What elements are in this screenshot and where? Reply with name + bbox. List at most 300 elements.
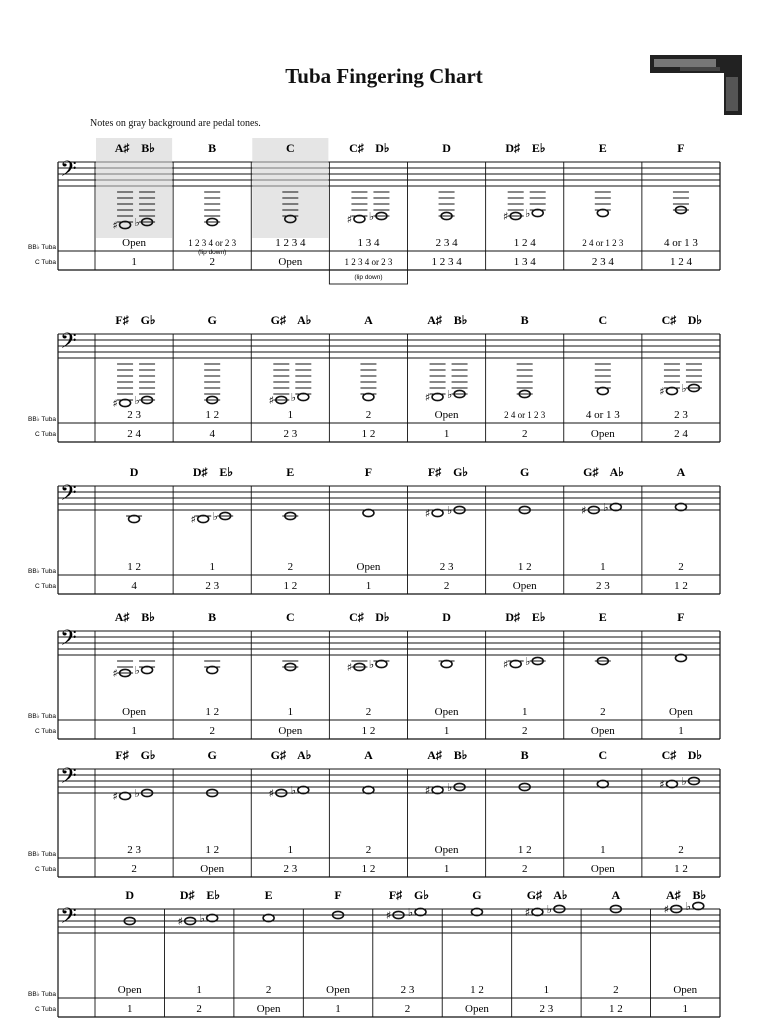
svg-text:F♯: F♯ — [115, 313, 129, 327]
bb-fingering: Open — [122, 237, 146, 249]
svg-text:C♯: C♯ — [349, 610, 364, 624]
sharp-icon: ♯ — [503, 210, 509, 223]
whole-note-icon — [120, 792, 131, 799]
c-fingering: 1 3 4 — [513, 256, 536, 268]
svg-text:F♯: F♯ — [427, 465, 442, 479]
svg-text:D♯: D♯ — [179, 888, 195, 902]
c-fingering: 1 — [365, 580, 372, 592]
whole-note-icon — [693, 902, 704, 909]
flat-icon: ♭ — [134, 216, 140, 229]
svg-text:B: B — [208, 141, 217, 155]
c-fingering: Open — [590, 428, 615, 440]
note-name — [115, 610, 155, 624]
c-fingering: 2 3 — [205, 580, 220, 592]
svg-text:F: F — [677, 141, 685, 155]
c-fingering: 2 — [521, 428, 528, 440]
svg-text:E: E — [286, 465, 295, 479]
flat-icon: ♭ — [681, 775, 687, 788]
bb-fingering: Open — [669, 706, 693, 718]
svg-text:E♭: E♭ — [531, 610, 546, 624]
svg-text:G: G — [520, 465, 530, 479]
c-fingering: 1 — [678, 725, 684, 737]
sharp-icon: ♯ — [424, 391, 431, 404]
bb-fingering: 1 — [287, 706, 294, 718]
bb-tuba-label: BB♭ Tuba — [28, 244, 56, 251]
flat-icon: ♭ — [134, 664, 140, 677]
bb-fingering: 1 2 — [517, 844, 532, 856]
c-fingering: 1 — [131, 256, 137, 268]
c-tuba-label: C Tuba — [35, 728, 56, 735]
bb-tuba-label: BB♭ Tuba — [28, 568, 56, 575]
svg-text:G♯: G♯ — [270, 748, 286, 762]
c-tuba-label: C Tuba — [35, 431, 56, 438]
bb-fingering: Open — [117, 984, 142, 996]
note-name — [271, 313, 312, 327]
flat-icon: ♭ — [407, 906, 414, 919]
bb-tuba-label: BB♭ Tuba — [28, 416, 56, 423]
whole-note-icon — [198, 515, 209, 522]
c-fingering: Open — [278, 725, 303, 737]
svg-text:E♭: E♭ — [219, 465, 234, 479]
c-fingering: Open — [590, 725, 615, 737]
sharp-icon: ♯ — [659, 385, 665, 398]
note-name — [472, 888, 481, 902]
note-name — [271, 748, 312, 762]
svg-text:A♯: A♯ — [114, 141, 130, 155]
svg-text:D: D — [442, 141, 451, 155]
bb-fingering: Open — [673, 984, 698, 996]
whole-note-icon — [376, 660, 387, 667]
svg-text:B♭: B♭ — [453, 313, 468, 327]
note-name — [598, 748, 607, 762]
svg-text:E: E — [598, 610, 607, 624]
note-name — [442, 610, 451, 624]
whole-note-icon — [675, 503, 686, 510]
bb-fingering: 2 3 — [400, 984, 415, 996]
c-fingering: 1 2 — [674, 580, 688, 592]
note-name — [442, 141, 451, 155]
flat-icon: ♭ — [290, 391, 296, 404]
bb-fingering: 2 — [613, 984, 619, 996]
svg-text:B: B — [520, 748, 529, 762]
whole-note-icon — [532, 908, 543, 915]
c-fingering: 1 — [443, 428, 450, 440]
whole-note-icon — [432, 786, 443, 793]
c-fingering: 1 2 — [674, 863, 688, 875]
svg-text:A♯: A♯ — [114, 610, 130, 624]
note-name — [349, 610, 390, 624]
svg-text:G: G — [207, 748, 217, 762]
whole-note-icon — [363, 393, 374, 400]
svg-text:C♯: C♯ — [661, 748, 677, 762]
c-fingering: 1 — [682, 1003, 689, 1015]
svg-text:E♭: E♭ — [206, 888, 221, 902]
note-name — [677, 141, 684, 155]
c-fingering: 1 — [335, 1003, 341, 1015]
svg-text:A♭: A♭ — [553, 888, 568, 902]
c-fingering: 1 2 — [361, 428, 376, 440]
whole-note-icon — [610, 503, 621, 510]
svg-text:D♭: D♭ — [687, 313, 703, 327]
bb-fingering: 1 2 — [205, 844, 220, 856]
sharp-icon: ♯ — [524, 906, 531, 919]
svg-text:G♯: G♯ — [526, 888, 543, 902]
svg-text:C♯: C♯ — [661, 313, 677, 327]
sharp-icon: ♯ — [346, 661, 353, 674]
whole-note-icon — [471, 908, 482, 915]
bb-fingering: Open — [434, 409, 459, 421]
svg-text:A: A — [611, 888, 621, 902]
svg-text:D♯: D♯ — [192, 465, 208, 479]
c-fingering: 1 — [126, 1003, 133, 1015]
note-name — [677, 465, 686, 479]
c-fingering: 2 — [404, 1003, 411, 1015]
c-fingering: 2 — [209, 725, 215, 737]
svg-text:G♭: G♭ — [453, 465, 469, 479]
note-name — [193, 465, 233, 479]
bb-fingering: 4 or 1 3 — [663, 237, 698, 249]
c-fingering: 1 — [131, 725, 137, 737]
note-name — [334, 888, 341, 902]
bb-fingering: 1 2 3 4 or 2 3 — [188, 238, 237, 248]
chart-row-4 — [0, 745, 768, 895]
bass-clef-icon: 𝄢 — [60, 904, 77, 934]
whole-note-icon — [597, 387, 608, 394]
bb-fingering: 1 2 — [127, 561, 141, 573]
sharp-icon: ♯ — [112, 790, 118, 803]
svg-text:E♭: E♭ — [531, 141, 546, 155]
whole-note-icon — [263, 914, 274, 921]
bb-fingering: 2 — [287, 561, 294, 573]
bb-fingering: 1 — [209, 561, 215, 573]
svg-text:A♭: A♭ — [609, 465, 624, 479]
flat-icon: ♭ — [199, 912, 205, 925]
c-fingering: 2 3 4 — [591, 256, 614, 268]
flat-icon: ♭ — [290, 784, 296, 797]
whole-note-icon — [207, 666, 218, 673]
svg-text:D♭: D♭ — [375, 141, 390, 155]
note-name — [286, 610, 295, 624]
whole-note-icon — [510, 660, 521, 667]
bb-fingering: 2 — [365, 706, 372, 718]
svg-text:G: G — [472, 888, 482, 902]
sharp-icon: ♯ — [581, 504, 587, 517]
whole-note-icon — [120, 399, 131, 406]
note-name — [125, 888, 134, 902]
bb-tuba-label: BB♭ Tuba — [28, 713, 56, 720]
bb-fingering: Open — [326, 984, 350, 996]
note-name — [130, 465, 139, 479]
whole-note-icon — [142, 666, 153, 673]
sharp-icon: ♯ — [112, 397, 118, 410]
c-tuba-label: C Tuba — [35, 866, 56, 873]
c-fingering: 1 2 3 4 — [431, 256, 462, 268]
note-name — [115, 748, 155, 762]
note-name — [265, 888, 273, 902]
page-title: Tuba Fingering Chart — [285, 64, 483, 88]
note-name — [286, 141, 295, 155]
sharp-icon: ♯ — [346, 213, 353, 226]
svg-text:D♭: D♭ — [375, 610, 390, 624]
svg-text:B: B — [208, 610, 217, 624]
whole-note-icon — [597, 209, 608, 216]
c-fingering: 1 2 3 4 or 2 3 — [344, 257, 393, 267]
note-name — [662, 748, 703, 762]
flat-icon: ♭ — [681, 382, 687, 395]
svg-text:B: B — [520, 313, 529, 327]
c-fingering: 2 4 — [127, 428, 141, 440]
note-name — [364, 748, 373, 762]
bb-fingering: 2 — [265, 984, 272, 996]
note-name — [208, 141, 216, 155]
note-name — [180, 888, 220, 902]
flat-icon: ♭ — [603, 501, 609, 514]
note-name — [349, 141, 390, 155]
svg-text:G♭: G♭ — [140, 748, 156, 762]
c-fingering: Open — [256, 1003, 281, 1015]
svg-text:F♯: F♯ — [115, 748, 129, 762]
note-name — [611, 888, 620, 902]
note-name — [427, 313, 467, 327]
c-fingering: 1 2 — [608, 1003, 623, 1015]
bb-fingering: Open — [356, 561, 381, 573]
flat-icon: ♭ — [446, 388, 453, 401]
bb-fingering: 1 — [521, 706, 528, 718]
bb-fingering: 1 2 — [470, 984, 484, 996]
note-name — [286, 465, 294, 479]
sharp-icon: ♯ — [268, 394, 274, 407]
flat-icon: ♭ — [134, 787, 140, 800]
note-name — [521, 313, 529, 327]
note-name — [505, 141, 545, 155]
bb-fingering: 1 2 4 — [513, 237, 536, 249]
bb-fingering: 1 3 4 — [357, 237, 380, 249]
whole-note-icon — [432, 509, 443, 516]
whole-note-icon — [298, 786, 309, 793]
svg-text:C: C — [598, 313, 608, 327]
note-name — [598, 313, 607, 327]
svg-text:A: A — [676, 465, 686, 479]
c-fingering: 1 2 — [361, 863, 376, 875]
whole-note-icon — [129, 515, 140, 522]
bb-fingering: 4 or 1 3 — [585, 409, 620, 421]
note-name — [599, 610, 607, 624]
note-name — [364, 313, 373, 327]
c-tuba-label: C Tuba — [35, 583, 56, 590]
sharp-icon: ♯ — [177, 915, 183, 928]
chart-row-3 — [0, 607, 768, 757]
c-fingering: 1 — [443, 863, 450, 875]
bass-clef-icon: 𝄢 — [60, 481, 77, 511]
flat-icon: ♭ — [685, 900, 691, 913]
c-fingering: 4 — [209, 428, 215, 440]
svg-text:E: E — [264, 888, 273, 902]
flat-icon: ♭ — [212, 510, 218, 523]
c-fingering: 2 — [521, 863, 528, 875]
flat-icon: ♭ — [525, 655, 531, 668]
svg-text:A♯: A♯ — [427, 313, 442, 327]
sharp-icon: ♯ — [424, 784, 431, 797]
bb-fingering: 2 3 4 — [435, 237, 458, 249]
whole-note-icon — [597, 780, 608, 787]
whole-note-icon — [441, 660, 452, 667]
note-name — [365, 465, 372, 479]
whole-note-icon — [363, 509, 374, 516]
bb-fingering: Open — [434, 706, 459, 718]
sharp-icon: ♯ — [190, 513, 196, 526]
whole-note-icon — [666, 387, 677, 394]
sharp-icon: ♯ — [385, 909, 392, 922]
bass-clef-icon: 𝄢 — [60, 764, 77, 794]
c-fingering: 1 — [443, 725, 450, 737]
note-name — [527, 888, 568, 902]
svg-text:G: G — [207, 313, 217, 327]
whole-note-icon — [675, 654, 686, 661]
svg-text:C♯: C♯ — [349, 141, 364, 155]
c-fingering-note: (lip down) — [354, 274, 383, 281]
bb-fingering: 2 — [678, 561, 684, 573]
bb-fingering: 1 2 — [205, 706, 220, 718]
c-fingering: 2 — [196, 1003, 202, 1015]
c-fingering: 2 4 — [674, 428, 688, 440]
bass-clef-icon: 𝄢 — [60, 329, 77, 359]
svg-text:A: A — [364, 748, 373, 762]
bb-fingering: 2 4 or 1 2 3 — [504, 410, 546, 420]
bb-fingering: 1 — [543, 984, 550, 996]
sharp-icon: ♯ — [424, 507, 431, 520]
bb-fingering: 1 2 3 4 — [275, 237, 306, 249]
svg-text:A♭: A♭ — [297, 748, 312, 762]
note-name — [115, 313, 155, 327]
svg-text:F: F — [677, 610, 685, 624]
bb-fingering: 1 — [287, 409, 294, 421]
sharp-icon: ♯ — [112, 219, 118, 232]
c-fingering: Open — [278, 256, 303, 268]
c-tuba-label: C Tuba — [35, 1006, 56, 1013]
bb-fingering: 1 — [196, 984, 202, 996]
svg-text:D: D — [129, 465, 139, 479]
svg-text:C: C — [598, 748, 608, 762]
whole-note-icon — [354, 215, 365, 222]
bb-fingering-note: (lip down) — [198, 249, 227, 256]
flat-icon: ♭ — [446, 781, 453, 794]
svg-text:G♭: G♭ — [140, 313, 156, 327]
svg-text:D♯: D♯ — [505, 610, 521, 624]
svg-text:B♭: B♭ — [141, 610, 155, 624]
whole-note-icon — [532, 209, 543, 216]
c-fingering: 1 2 4 — [669, 256, 692, 268]
svg-text:A♭: A♭ — [297, 313, 312, 327]
note-name — [208, 610, 216, 624]
note-name — [505, 610, 545, 624]
sharp-icon: ♯ — [268, 787, 274, 800]
bass-clef-icon: 𝄢 — [60, 157, 77, 187]
note-name — [389, 888, 429, 902]
svg-text:D♯: D♯ — [505, 141, 521, 155]
svg-text:B♭: B♭ — [141, 141, 155, 155]
c-tuba-label: C Tuba — [35, 259, 56, 266]
whole-note-icon — [298, 393, 309, 400]
bb-fingering: 2 — [365, 844, 372, 856]
note-name — [521, 748, 529, 762]
flat-icon: ♭ — [134, 394, 140, 407]
bb-fingering: 1 2 — [517, 561, 532, 573]
chart-row-0 — [0, 138, 768, 288]
c-fingering: 4 — [131, 580, 137, 592]
bb-fingering: 2 3 — [674, 409, 688, 421]
chart-row-5 — [0, 885, 768, 1035]
c-fingering: 2 3 — [595, 580, 610, 592]
c-fingering: Open — [590, 863, 615, 875]
whole-note-icon — [207, 914, 218, 921]
c-fingering: 1 2 — [283, 580, 298, 592]
svg-text:G♯: G♯ — [583, 465, 599, 479]
bb-fingering: 2 — [678, 844, 684, 856]
c-fingering: 1 2 — [361, 725, 376, 737]
svg-text:F: F — [334, 888, 342, 902]
svg-text:A: A — [364, 313, 373, 327]
note-name — [208, 748, 217, 762]
whole-note-icon — [666, 780, 677, 787]
svg-text:D♭: D♭ — [687, 748, 703, 762]
sharp-icon: ♯ — [112, 667, 118, 680]
c-fingering: 2 3 — [283, 863, 298, 875]
whole-note-icon — [363, 786, 374, 793]
note-name — [677, 610, 684, 624]
chart-row-1 — [0, 310, 768, 460]
c-fingering: 2 3 — [539, 1003, 554, 1015]
whole-note-icon — [415, 908, 426, 915]
svg-text:G♭: G♭ — [414, 888, 429, 902]
c-fingering: 2 — [209, 256, 215, 268]
bb-fingering: 1 — [600, 561, 606, 573]
svg-text:D: D — [442, 610, 451, 624]
flat-icon: ♭ — [546, 903, 552, 916]
note-name — [208, 313, 217, 327]
svg-text:A♯: A♯ — [427, 748, 442, 762]
note-name — [599, 141, 607, 155]
sharp-icon: ♯ — [663, 903, 669, 916]
flat-icon: ♭ — [368, 658, 375, 671]
sharp-icon: ♯ — [503, 658, 509, 671]
c-fingering: 2 — [131, 863, 137, 875]
bb-fingering: 1 2 — [205, 409, 220, 421]
c-fingering: Open — [200, 863, 225, 875]
svg-text:F♯: F♯ — [388, 888, 403, 902]
bb-fingering: 2 3 — [439, 561, 454, 573]
svg-text:E: E — [598, 141, 607, 155]
bb-tuba-label: BB♭ Tuba — [28, 991, 56, 998]
svg-text:B♭: B♭ — [692, 888, 707, 902]
c-fingering: 2 3 — [283, 428, 298, 440]
bb-tuba-label: BB♭ Tuba — [28, 851, 56, 858]
svg-text:A♯: A♯ — [665, 888, 681, 902]
bb-fingering: 1 — [600, 844, 606, 856]
bb-fingering: 2 — [600, 706, 606, 718]
note-name — [427, 748, 467, 762]
pedal-tone-note: Notes on gray background are pedal tones. — [90, 118, 261, 129]
svg-text:D: D — [125, 888, 135, 902]
svg-text:C: C — [285, 610, 295, 624]
svg-text:C: C — [285, 141, 295, 155]
svg-text:F: F — [364, 465, 373, 479]
bass-clef-icon: 𝄢 — [60, 626, 77, 656]
chart-row-2 — [0, 462, 768, 612]
flat-icon: ♭ — [446, 504, 453, 517]
bb-fingering: Open — [434, 844, 459, 856]
bb-fingering: 2 3 — [127, 844, 141, 856]
flat-icon: ♭ — [525, 207, 531, 220]
